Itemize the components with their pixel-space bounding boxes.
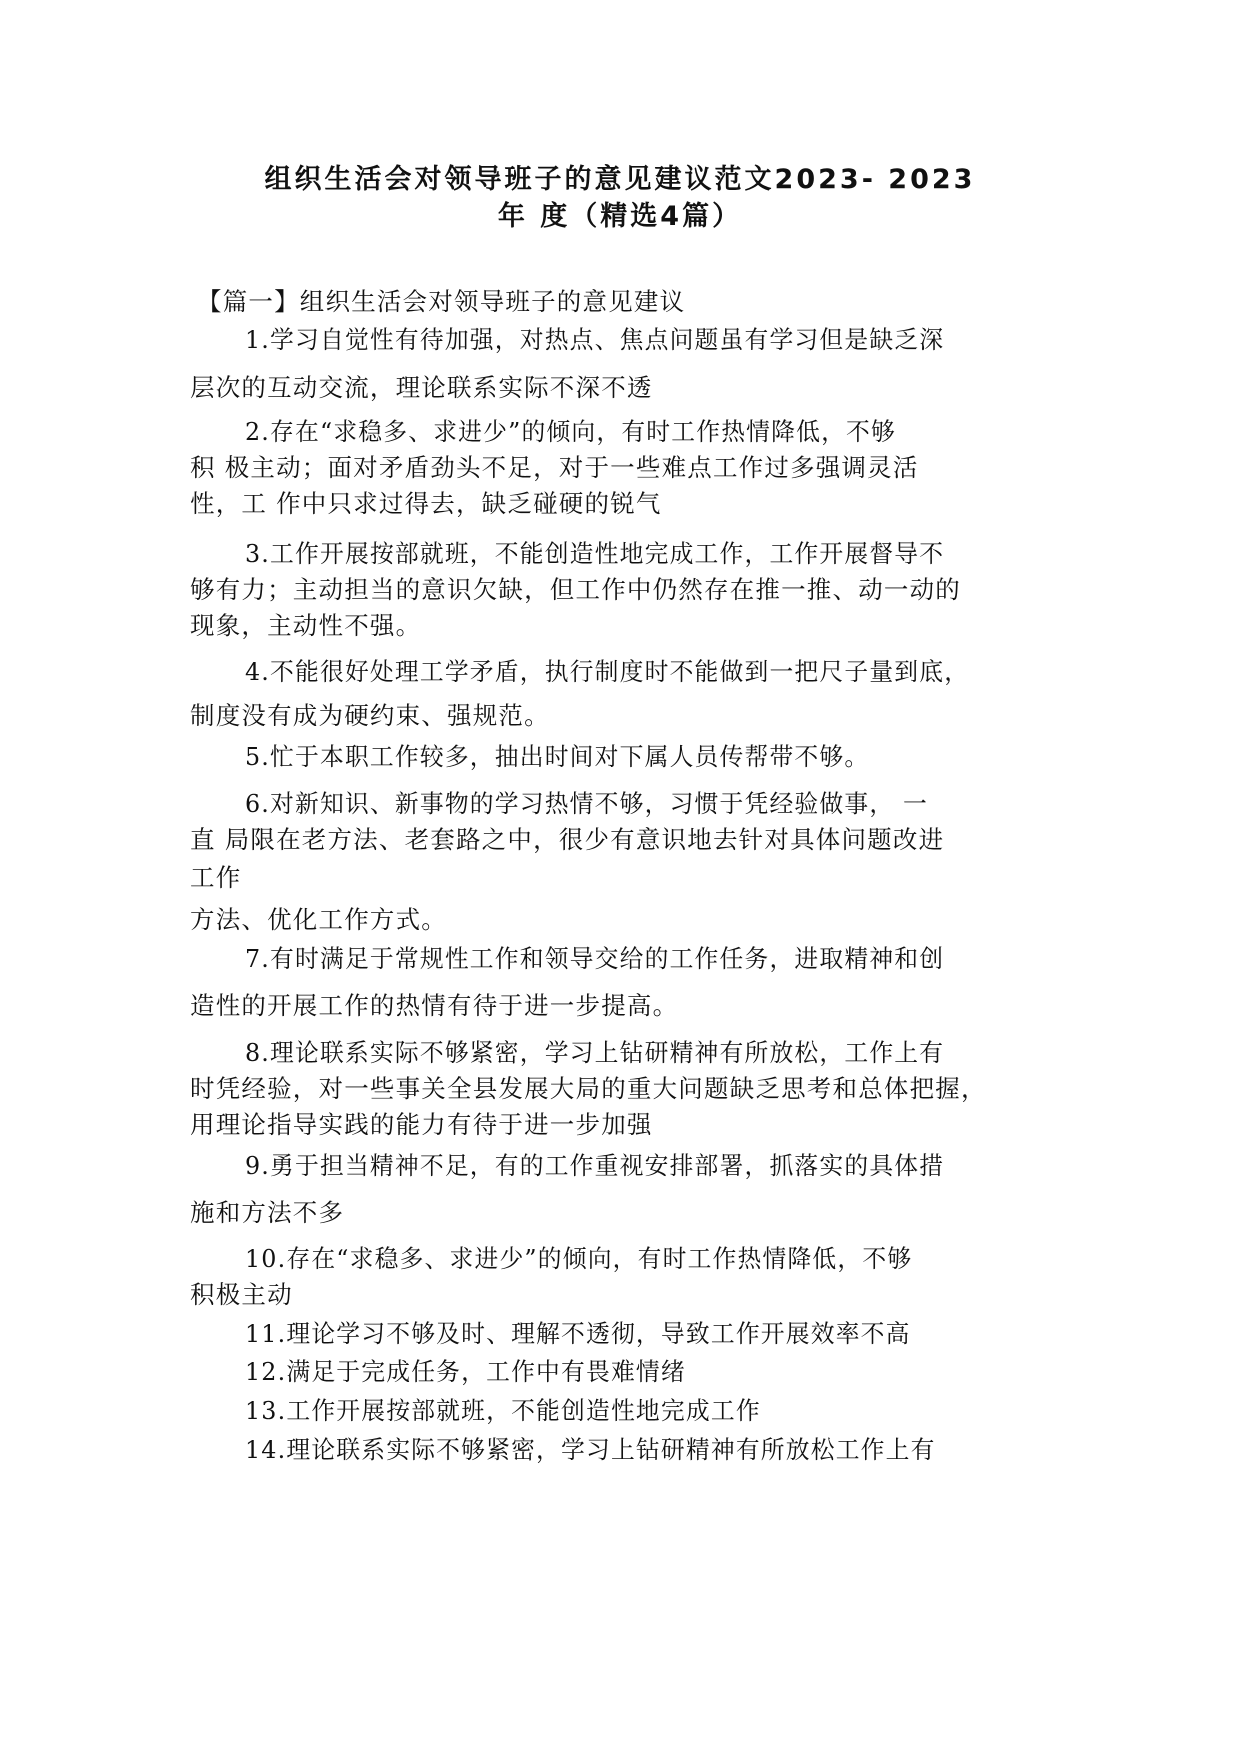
- document-title-line-1: 组织生活会对领导班子的意见建议范文2023- 2023: [264, 164, 976, 195]
- body-line: 够有力；主动担当的意识欠缺，但工作中仍然存在推一推、动一动的: [190, 575, 961, 604]
- body-line: 9.勇于担当精神不足，有的工作重视安排部署，抓落实的具体措: [245, 1151, 945, 1180]
- body-line: 造性的开展工作的热情有待于进一步提高。: [190, 991, 679, 1020]
- body-line: 工作: [190, 863, 242, 892]
- body-line: 5.忙于本职工作较多，抽出时间对下属人员传帮带不够。: [245, 742, 870, 771]
- body-line: 性，工 作中只求过得去，缺乏碰硬的锐气: [190, 489, 662, 518]
- body-line: 11.理论学习不够及时、理解不透彻，导致工作开展效率不高: [245, 1319, 911, 1348]
- section-heading: 【篇一】组织生活会对领导班子的意见建议: [197, 287, 686, 316]
- body-line: 8.理论联系实际不够紧密，学习上钻研精神有所放松，工作上有: [245, 1038, 945, 1067]
- body-line: 4.不能很好处理工学矛盾，执行制度时不能做到一把尺子量到底，: [245, 657, 970, 686]
- body-line: 1.学习自觉性有待加强，对热点、焦点问题虽有学习但是缺乏深: [245, 325, 945, 354]
- body-line: 直 局限在老方法、老套路之中，很少有意识地去针对具体问题改进: [190, 825, 945, 854]
- body-line: 制度没有成为硬约束、强规范。: [190, 701, 550, 730]
- document-title-line-2: 年 度（精选4篇）: [497, 201, 743, 232]
- body-line: 施和方法不多: [190, 1198, 345, 1227]
- body-line: 层次的互动交流，理论联系实际不深不透: [190, 373, 653, 402]
- body-line: 12.满足于完成任务，工作中有畏难情绪: [245, 1357, 686, 1386]
- body-line: 时凭经验，对一些事关全县发展大局的重大问题缺乏思考和总体把握，: [190, 1074, 987, 1103]
- body-line: 现象，主动性不强。: [190, 611, 422, 640]
- body-line: 2.存在“求稳多、求进少”的倾向，有时工作热情降低，不够: [245, 417, 897, 446]
- body-line: 14.理论联系实际不够紧密，学习上钻研精神有所放松工作上有: [245, 1435, 936, 1464]
- body-line: 用理论指导实践的能力有待于进一步加强: [190, 1110, 653, 1139]
- body-line: 13.工作开展按部就班，不能创造性地完成工作: [245, 1396, 761, 1425]
- body-line: 积 极主动；面对矛盾劲头不足，对于一些难点工作过多强调灵活: [190, 453, 919, 482]
- body-line: 7.有时满足于常规性工作和领导交给的工作任务，进取精神和创: [245, 944, 945, 973]
- body-line: 积极主动: [190, 1280, 293, 1309]
- body-line: 6.对新知识、新事物的学习热情不够，习惯于凭经验做事， 一: [245, 789, 929, 818]
- body-line: 10.存在“求稳多、求进少”的倾向，有时工作热情降低，不够: [245, 1244, 913, 1273]
- body-line: 方法、优化工作方式。: [190, 905, 447, 934]
- body-line: 3.工作开展按部就班，不能创造性地完成工作，工作开展督导不: [245, 539, 945, 568]
